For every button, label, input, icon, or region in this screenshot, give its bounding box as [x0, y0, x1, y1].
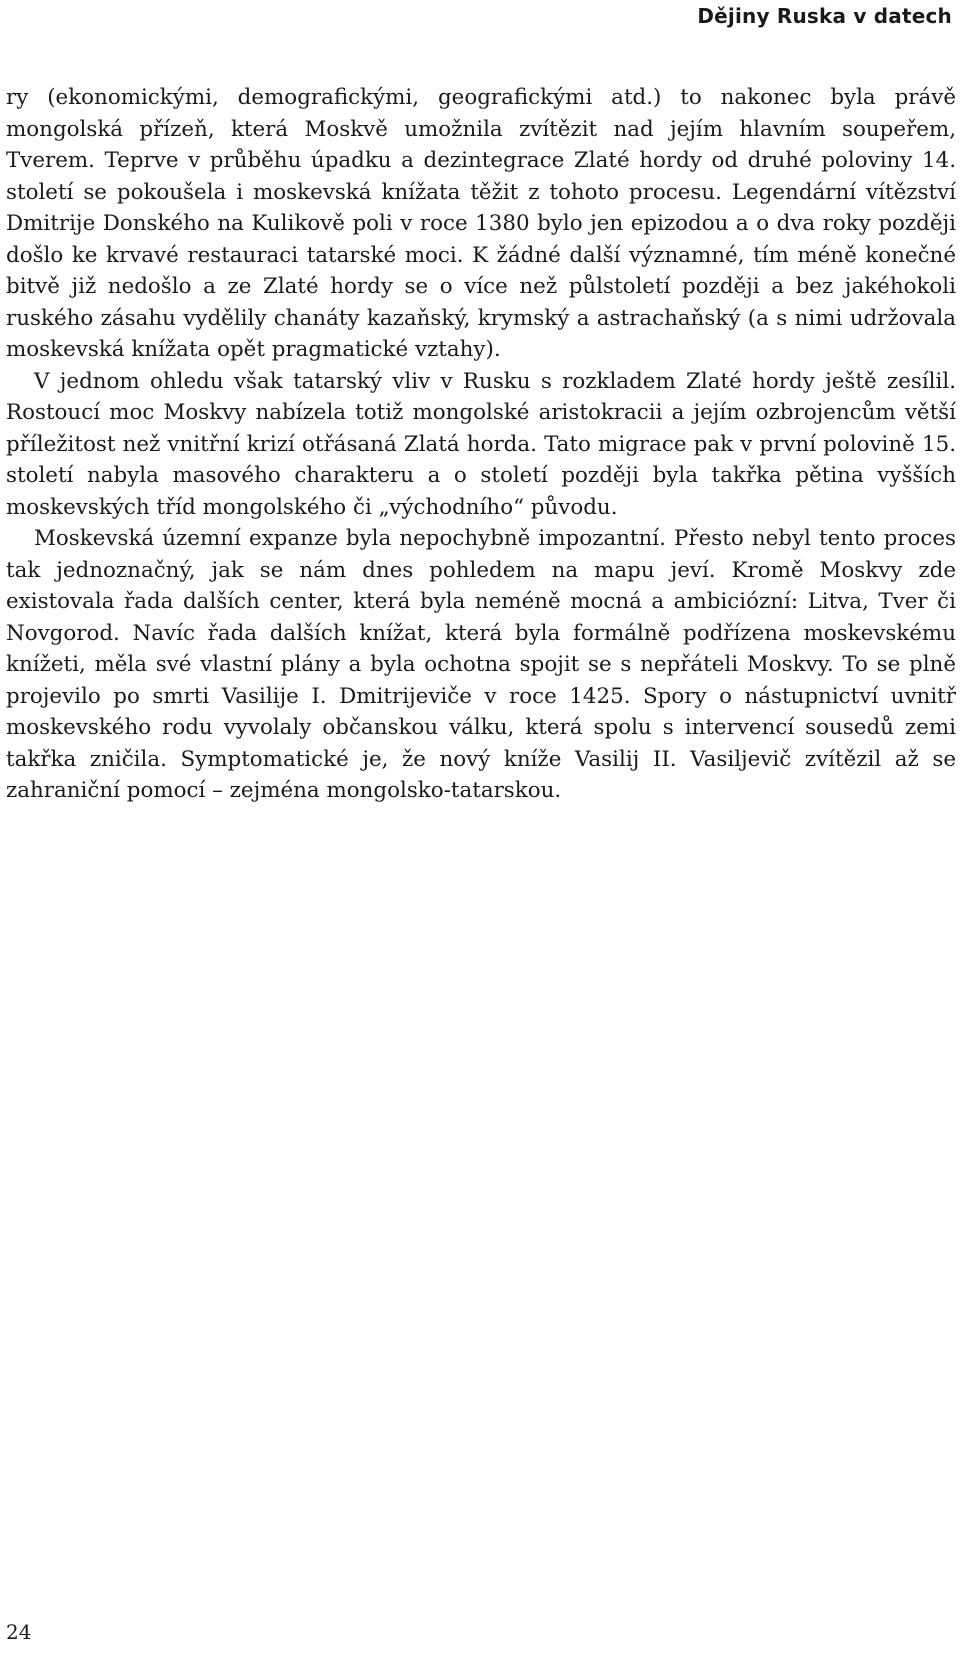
paragraph-3: Moskevská územní expanze byla nepochybně impozantní. Přesto nebyl tento proces tak jednoznačný, jak se nám dnes pohledem na mapu jeví. Kromě Moskvy zde existovala řada dalších center, která byla neméně mocná a ambiciózní: Litva, Tver či Novgorod. Navíc řada dalších knížat, která byla formálně podřízena moskevskému knížeti, měla své vlastní plány a byla ochotna spojit se s nepřáteli Moskvy. To se plně projevilo po smrti Vasilije I. Dmitrijeviče v roce 1425. Spory o nástupnictví uvnitř moskevského rodu vyvolaly občanskou válku, která spolu s intervencí sousedů zemi takřka zničila. Symptomatické je, že nový kníže Vasilij II. Vasiljevič zvítězil až se zahraniční pomocí – zejména mongolsko-tatarskou.	[6, 526, 956, 803]
body-text	[6, 82, 956, 807]
page-number: 24	[6, 1620, 32, 1644]
paragraph-1: ry (ekonomickými, demografickými, geografickými atd.) to nakonec byla právě mongolská přízeň, která Moskvě umožnila zvítězit nad jejím hlavním soupeřem, Tverem. Teprve v průběhu úpadku a dezintegrace Zlaté hordy od druhé poloviny 14. století se pokoušela i moskevská knížata těžit z tohoto procesu. Legendární vítězství Dmitrije Donského na Kulikově poli v roce 1380 bylo jen epizodou a o dva roky později došlo ke krvavé restauraci tatarské moci. K žádné další významné, tím méně konečné bitvě již nedošlo a ze Zlaté hordy se o více než půlstoletí později a bez jakéhokoli ruského zásahu vydělily chanáty kazaňský, krymský a astrachaňský (a s nimi udržovala moskevská knížata opět pragmatické vztahy).	[6, 85, 956, 362]
running-header: Dějiny Ruska v datech	[697, 4, 952, 28]
paragraph-2: V jednom ohledu však tatarský vliv v Rusku s rozkladem Zlaté hordy ještě zesílil. Rostoucí moc Moskvy nabízela totiž mongolské aristokracii a jejím ozbrojencům větší příležitost než vnitřní krizí otřásaná Zlatá horda. Tato migrace pak v první polovině 15. století nabyla masového charakteru a o století později byla takřka pětina vyšších moskevských tříd mongolského či „východního“ původu.	[6, 368, 956, 520]
